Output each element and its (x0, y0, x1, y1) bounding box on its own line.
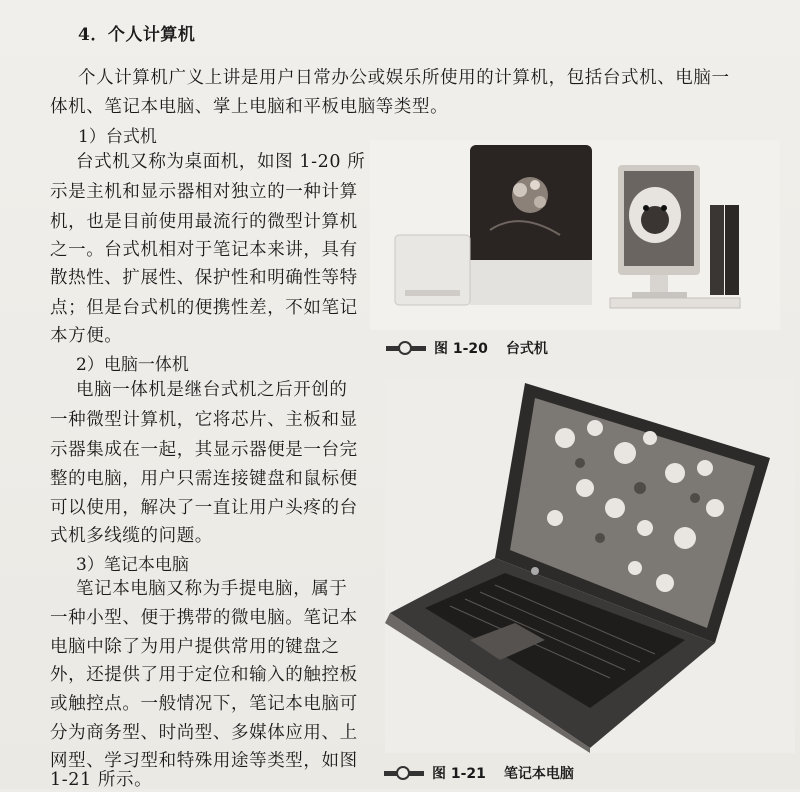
desktop-subheading: 1）台式机 (78, 127, 157, 147)
desktop-line-5: 散热性、扩展性、保护性和明确性等特 (50, 268, 358, 288)
allinone-line-5: 可以使用，解决了一直让用户头疼的台 (50, 498, 358, 518)
laptop-line-4: 外，还提供了用于定位和输入的触控板 (50, 665, 358, 685)
laptop-line-6: 分为商务型、时尚型、多媒体应用、上 (50, 723, 358, 743)
desktop-photo (370, 140, 780, 330)
caption-marker-icon (386, 341, 426, 355)
laptop-subheading: 3）笔记本电脑 (76, 555, 189, 575)
figure-1-20-label: 图 1-20 (434, 341, 488, 357)
laptop-line-1: 笔记本电脑又称为手提电脑，属于 (76, 579, 348, 599)
section-heading: 4．个人计算机 (78, 25, 196, 45)
caption-marker-icon (384, 766, 424, 780)
laptop-line-2: 一种小型、便于携带的微电脑。笔记本 (50, 608, 358, 628)
intro-line-2: 体机、笔记本电脑、掌上电脑和平板电脑等类型。 (50, 97, 449, 117)
desktop-line-3: 机，也是目前使用最流行的微型计算机 (50, 212, 358, 232)
allinone-line-1: 电脑一体机是继台式机之后开创的 (76, 380, 348, 400)
desktop-line-2: 示是主机和显示器相对独立的一种计算 (50, 182, 358, 202)
figure-1-20-title: 台式机 (505, 341, 548, 357)
figure-1-21-caption (384, 763, 574, 783)
desktop-line-6: 点；但是台式机的便携性差，不如笔记 (50, 298, 358, 318)
laptop-line-8: 1-21 所示。 (50, 770, 153, 790)
intro-line-1: 个人计算机广义上讲是用户日常办公或娱乐所使用的计算机，包括台式机、电脑一 (78, 68, 730, 88)
figure-1-20-caption (386, 338, 548, 358)
figure-1-21-label: 图 1-21 (432, 766, 486, 782)
laptop-line-3: 电脑中除了为用户提供常用的键盘之 (50, 637, 340, 657)
desktop-illustration (370, 140, 780, 330)
laptop-line-7: 网型、学习型和特殊用途等类型，如图 (50, 751, 358, 771)
allinone-line-2: 一种微型计算机，它将芯片、主板和显 (50, 410, 358, 430)
laptop-photo (385, 378, 795, 753)
desktop-line-7: 本方便。 (50, 326, 123, 346)
allinone-line-3: 示器集成在一起，其显示器便是一台完 (50, 440, 358, 460)
allinone-line-4: 整的电脑，用户只需连接键盘和鼠标便 (50, 469, 358, 489)
figure-1-21-title: 笔记本电脑 (503, 766, 574, 782)
allinone-subheading: 2）电脑一体机 (76, 355, 189, 375)
desktop-line-1: 台式机又称为桌面机，如图 1-20 所 (76, 152, 366, 172)
desktop-line-4: 之一。台式机相对于笔记本来讲，具有 (50, 240, 358, 260)
laptop-line-5: 或触控点。一般情况下，笔记本电脑可 (50, 694, 358, 714)
laptop-illustration (385, 378, 795, 753)
allinone-line-6: 式机多线缆的问题。 (50, 526, 213, 546)
